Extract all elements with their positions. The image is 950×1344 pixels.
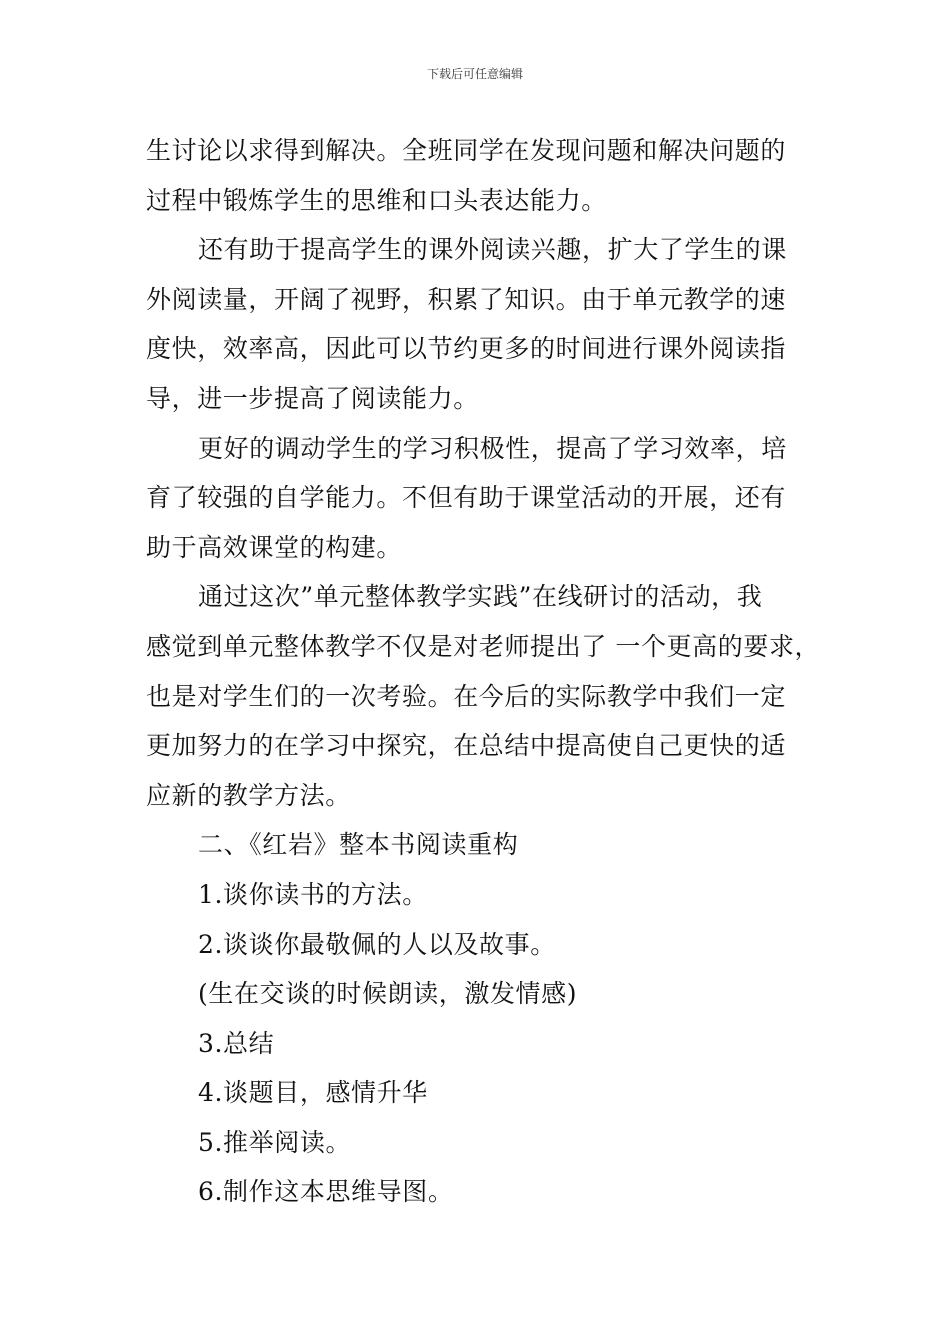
list-item: 5.推举阅读。 bbox=[198, 1127, 352, 1157]
section-heading: 二、《红岩》整本书阅读重构 bbox=[198, 830, 519, 860]
page-header: 下载后可任意编辑 bbox=[426, 67, 523, 81]
list-item: 2.谈谈你最敬佩的人以及故事。 bbox=[198, 929, 556, 959]
text-line: 生讨论以求得到解决。全班同学在发现问题和解决问题的 bbox=[146, 136, 787, 165]
text-line: 度快，效率高，因此可以节约更多的时间进行课外阅读指 bbox=[146, 334, 787, 364]
text-line: 助于高效课堂的构建。 bbox=[146, 532, 403, 562]
text-line: 也是对学生们的一次考验。在今后的实际教学中我们一定 bbox=[146, 681, 787, 711]
text-line: 更加努力的在学习中探究，在总结中提高使自己更快的适 bbox=[146, 731, 787, 761]
text-line: 过程中锻炼学生的思维和口头表达能力。 bbox=[146, 185, 607, 215]
text-line: 育了较强的自学能力。不但有助于课堂活动的开展，还有 bbox=[146, 483, 787, 513]
paragraph-start: 更好的调动学生的学习积极性，提高了学习效率，培 bbox=[198, 433, 787, 463]
paragraph-start: 还有助于提高学生的课外阅读兴趣，扩大了学生的课 bbox=[198, 235, 787, 265]
list-item: 1.谈你读书的方法。 bbox=[198, 879, 428, 909]
text-line: 导，进一步提高了阅读能力。 bbox=[146, 383, 479, 413]
list-item: 4.谈题目，感情升华 bbox=[198, 1078, 428, 1108]
document-body bbox=[146, 126, 826, 1217]
list-item: 3.总结 bbox=[198, 1028, 275, 1058]
text-line: 应新的教学方法。 bbox=[146, 780, 351, 810]
list-note: (生在交谈的时候朗读，激发情感) bbox=[198, 979, 578, 1009]
text-line: 感觉到单元整体教学不仅是对老师提出了 一个更高的要求， bbox=[146, 631, 821, 661]
text-line: 外阅读量，开阔了视野，积累了知识。由于单元教学的速 bbox=[146, 284, 787, 314]
paragraph-start: 通过这次”单元整体教学实践”在线研讨的活动，我 bbox=[198, 582, 763, 612]
list-item: 6.制作这本思维导图。 bbox=[198, 1177, 454, 1207]
